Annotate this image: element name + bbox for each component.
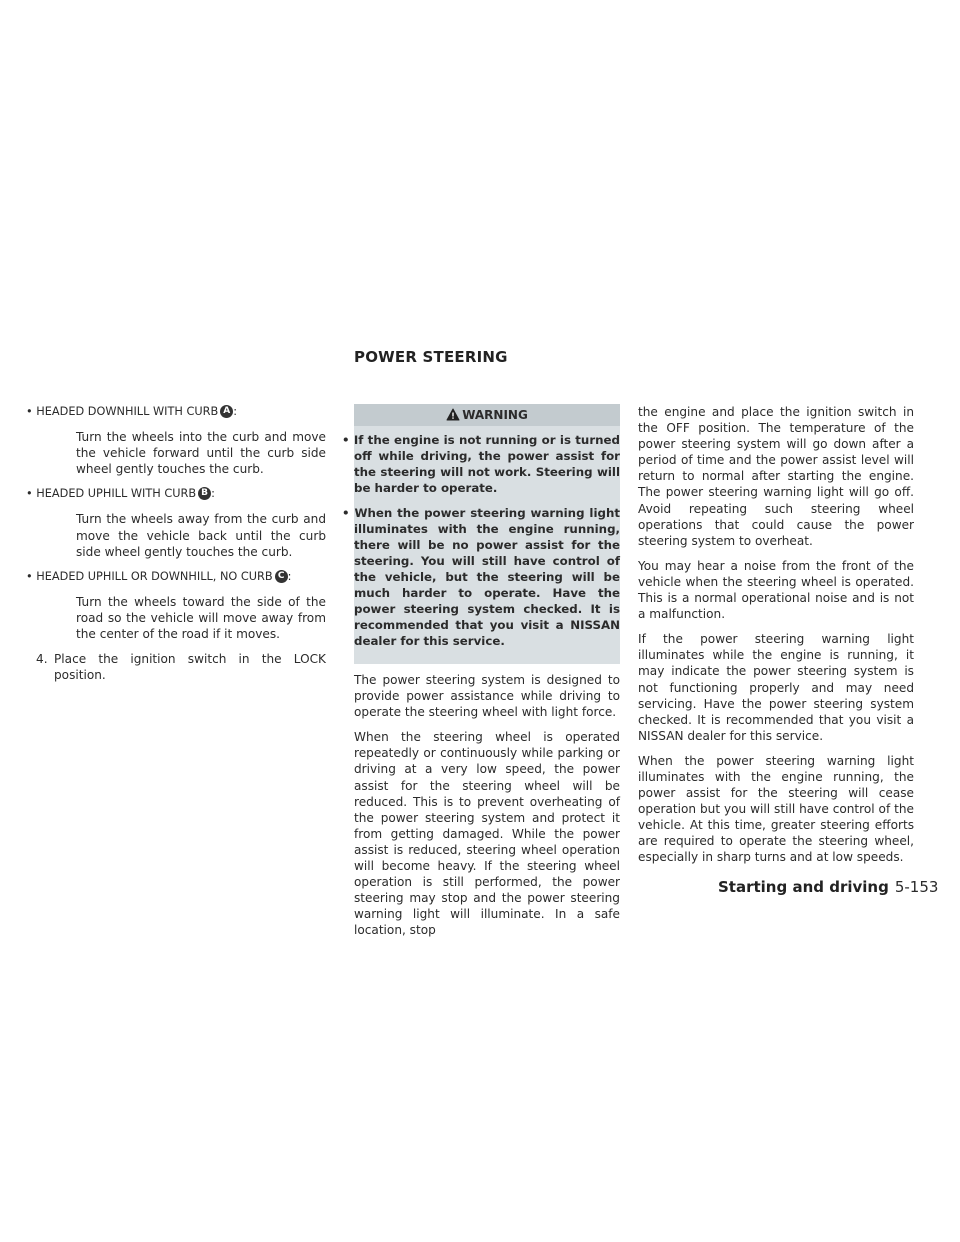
footer-section-label: Starting and driving bbox=[718, 878, 889, 896]
section-title: POWER STEERING bbox=[354, 348, 508, 366]
paragraph: the engine and place the ignition switch in the OFF position. The temperature of the power steering system will go down after a period of time and the power assist level will return to normal after starting the engine. The power steering warning light will go off. Avoid repeating such steering wheel operations that could cause the power steering system to overheat. bbox=[638, 405, 914, 548]
no-curb-text: Turn the wheels toward the side of the road so the vehicle will move away from the center of the road if it moves. bbox=[76, 594, 326, 642]
step-number: 4. bbox=[36, 652, 48, 667]
paragraph: When the steering wheel is operated repeatedly or continuously while parking or driving at a very low speed, the power assist for the steering wheel will be reduced. This is to prevent overheating of the power steering system and protect it from getting damaged. While the power assist is reduced, steering wheel operation will become heavy. If the steering wheel operation is still performed, the power steering may stop and the power steering warning light will illuminate. In a safe location, stop bbox=[354, 730, 620, 938]
left-column bbox=[26, 404, 326, 692]
right-column bbox=[638, 404, 914, 875]
downhill-curb-text: Turn the wheels into the curb and move the vehicle forward until the curb side wheel gently touches the curb. bbox=[76, 430, 326, 477]
warning-item: • When the power steering warning light illuminates with the engine running, there will be no power assist for the steering. You will still have control of the vehicle, but the steering will be much harder to operate. Have the power steering system checked. It is recommended that you visit a NISSAN dealer for this service. bbox=[342, 506, 620, 648]
uphill-curb-text: Turn the wheels away from the curb and move the vehicle back until the curb side wheel gently touches the curb. bbox=[76, 512, 326, 559]
paragraph: The power steering system is designed to provide power assistance while driving to operate the steering wheel with light force. bbox=[354, 673, 620, 720]
paragraph: When the power steering warning light illuminates with the engine running, the power assist for the steering will cease operation but you will still have control of the vehicle. At this time, greater steering efforts are required to operate the steering wheel, especially in sharp turns and at low speeds. bbox=[638, 753, 914, 865]
marker-a-icon: A bbox=[220, 405, 233, 418]
warning-item: • If the engine is not running or is turned off while driving, the power assist for the steering will not work. Steering will be harder to operate. bbox=[342, 433, 620, 495]
warning-box bbox=[342, 404, 620, 664]
paragraph: If the power steering warning light illuminates while the engine is running, it may indicate the power steering system is not functioning properly and may need servicing. Have the power steering system checked. It is recommended that you visit a NISSAN dealer for this service. bbox=[638, 632, 914, 743]
marker-b-icon: B bbox=[198, 487, 211, 500]
page-footer bbox=[718, 878, 938, 896]
step-4: 4. Place the ignition switch in the LOCK position. bbox=[36, 652, 326, 683]
uphill-curb-heading: • HEADED UPHILL WITH CURB B : bbox=[26, 487, 215, 501]
warning-title: WARNING bbox=[462, 408, 528, 422]
warning-header bbox=[354, 404, 620, 426]
warning-triangle-icon bbox=[446, 406, 460, 428]
paragraph: You may hear a noise from the front of the vehicle when the steering wheel is operated. This is a normal operational noise and is not a malfunction. bbox=[638, 558, 914, 622]
no-curb-heading: • HEADED UPHILL OR DOWNHILL, NO CURB C : bbox=[26, 569, 292, 583]
middle-column bbox=[342, 404, 620, 948]
marker-c-icon: C bbox=[275, 570, 288, 583]
page-number: 5-153 bbox=[894, 878, 939, 896]
downhill-curb-heading: • HEADED DOWNHILL WITH CURB A : bbox=[26, 405, 238, 418]
